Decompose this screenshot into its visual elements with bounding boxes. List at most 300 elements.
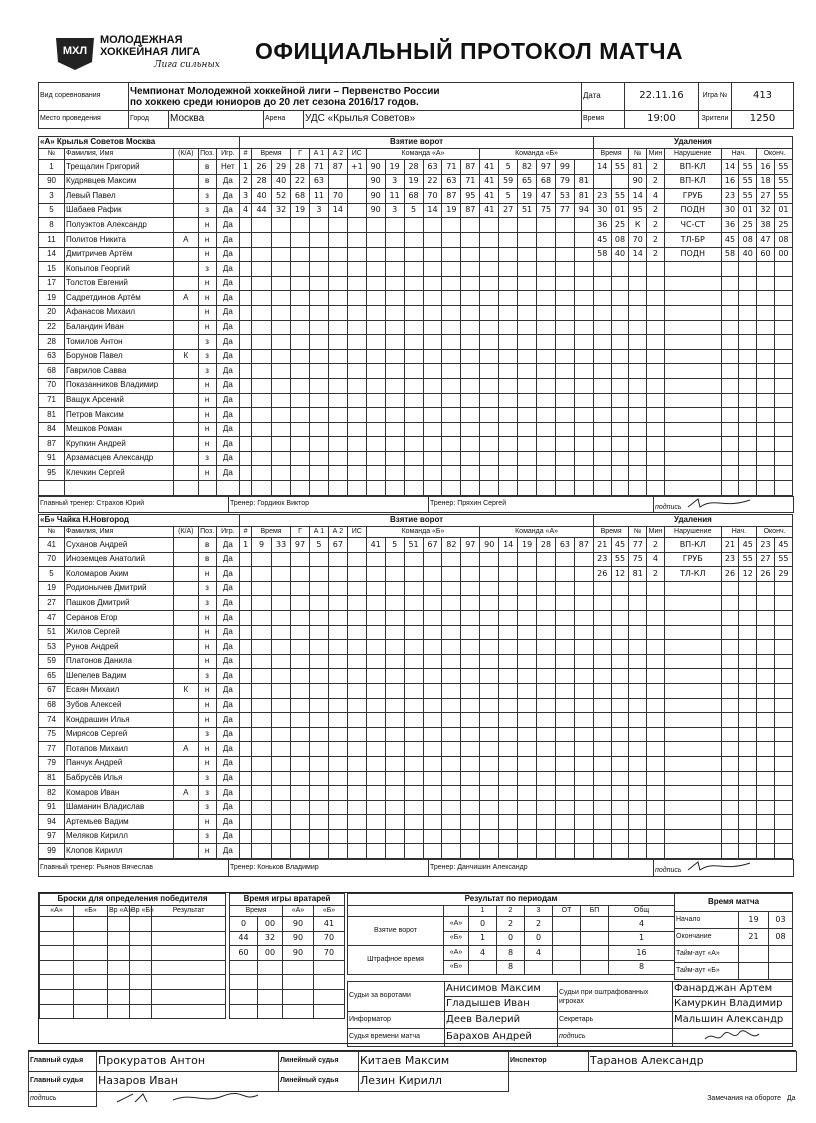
player-number: 53: [39, 640, 65, 655]
player-row: [39, 581, 793, 596]
shootout-table: [39, 893, 226, 1019]
player-played: Да: [216, 174, 240, 189]
player-pos: н: [198, 698, 216, 713]
arena-value: УДС «Крылья Советов»: [304, 111, 582, 129]
player-row: [39, 756, 793, 771]
player-number: 5: [39, 567, 65, 582]
goal-judges-label: Судьи за воротами: [348, 982, 445, 1012]
player-name: Зубов Алексей: [65, 698, 174, 713]
player-pos: з: [198, 335, 216, 350]
period-results-table: Результат по периодам 1 2 3 ОТ БП Общ Взятие ворот «А» 0 2 2 4 «Б» 1 0 0 1 Штрафное время «А» 4 8 4 16 «Б» 8 8: [347, 893, 675, 975]
player-name: Дмитричев Артём: [65, 247, 174, 262]
player-row: [39, 466, 793, 481]
player-role: А: [173, 786, 198, 801]
player-played: Да: [216, 567, 240, 582]
player-played: Да: [216, 538, 240, 553]
player-pos: з: [198, 829, 216, 844]
player-role: [173, 305, 198, 320]
player-row: [39, 742, 793, 757]
player-number: 67: [39, 683, 65, 698]
player-name: Копылов Георгий: [65, 262, 174, 277]
player-name: Суханов Андрей: [65, 538, 174, 553]
player-role: [173, 610, 198, 625]
player-number: 91: [39, 800, 65, 815]
player-role: [173, 654, 198, 669]
coach-signature-icon: [684, 497, 754, 509]
teamB-coaches: Главный тренер: Рьянов Вячеслав Тренер: Коньков Владимир Тренер: Данчишин Александр подпись: [38, 859, 794, 877]
player-row: [39, 378, 793, 393]
player-row: [39, 481, 793, 496]
player-name: Толстов Евгений: [65, 276, 174, 291]
timekeeper: Барахов Андрей: [445, 1029, 558, 1047]
player-role: [173, 335, 198, 350]
so-vra: Вр «А»: [108, 906, 130, 917]
player-role: [173, 581, 198, 596]
player-name: Родионычев Дмитрий: [65, 581, 174, 596]
spect-value: 1250: [732, 111, 794, 129]
match-info: [38, 82, 794, 111]
player-row: [39, 320, 793, 335]
player-row: [39, 654, 793, 669]
player-number: 70: [39, 552, 65, 567]
player-pos: в: [198, 174, 216, 189]
player-number: 41: [39, 538, 65, 553]
player-name: Петров Максим: [65, 408, 174, 423]
teamB-title: «Б» Чайка Н.Новгород: [39, 515, 240, 527]
player-played: Да: [216, 727, 240, 742]
chief-ref-2: Назаров Иван: [97, 1072, 279, 1092]
remarks-note: Замечания на обороте: [707, 1094, 782, 1102]
player-role: [173, 160, 198, 175]
player-role: [173, 203, 198, 218]
gk-b-h: «Б»: [314, 906, 345, 917]
player-number: 51: [39, 625, 65, 640]
player-name: Трещалин Григорий: [65, 160, 174, 175]
player-name: Арзамасцев Александр: [65, 451, 174, 466]
player-name: Томилов Антон: [65, 335, 174, 350]
player-played: Да: [216, 393, 240, 408]
time-label: Время: [582, 111, 625, 129]
player-played: Да: [216, 320, 240, 335]
player-pos: н: [198, 305, 216, 320]
page-title: ОФИЦИАЛЬНЫЙ ПРОТОКОЛ МАТЧА: [255, 38, 684, 64]
player-role: [173, 625, 198, 640]
player-row: [39, 829, 793, 844]
league-logo: [52, 32, 222, 76]
player-row: [39, 713, 793, 728]
player-played: Да: [216, 552, 240, 567]
player-number: 95: [39, 466, 65, 481]
player-number: 14: [39, 247, 65, 262]
player-row: 5 Шабаев Рафик з Да 4 44 32 19 3 14 90 3 5 14 19 87 41 27 51 75 77 94 30 01 95 2 ПОДН 30 01 32 01: [39, 203, 793, 218]
player-name: [65, 481, 174, 496]
league-emblem-icon: [52, 32, 98, 72]
player-row: 1 Трещалин Григорий в Нет 1 26 29 28 71 87 +1 90 19 28 63 71 87 41 5 82 97 99 14 55 81 2 ВП-КЛ 14 55 16 55: [39, 160, 793, 175]
player-played: Да: [216, 625, 240, 640]
teamB-goals-title: Взятие ворот: [240, 515, 594, 527]
teamA-title: «А» Крылья Советов Москва: [39, 137, 240, 149]
player-role: [173, 698, 198, 713]
player-role: [173, 596, 198, 611]
goalie-time-table: Время игры вратарей Время «А» «Б» 0 00 90 41 44 32 90 70 60 00 90 70: [229, 893, 345, 1019]
player-row: [39, 305, 793, 320]
player-number: 81: [39, 771, 65, 786]
player-pos: з: [198, 727, 216, 742]
player-played: Да: [216, 771, 240, 786]
player-role: [173, 247, 198, 262]
player-pos: н: [198, 713, 216, 728]
player-pos: н: [198, 276, 216, 291]
player-number: 15: [39, 262, 65, 277]
comp-label: Вид соревнования: [39, 83, 129, 111]
player-pos: н: [198, 683, 216, 698]
player-role: [173, 756, 198, 771]
per-title: Результат по периодам: [348, 894, 675, 906]
player-number: 84: [39, 422, 65, 437]
player-played: Да: [216, 610, 240, 625]
player-row: 11 Политов Никита А н Да 45 08 70 2 ТЛ-БР 45 08 47 08: [39, 232, 793, 247]
player-role: [173, 844, 198, 859]
chief-ref-1: Прокуратов Антон: [97, 1052, 279, 1072]
player-played: Да: [216, 698, 240, 713]
player-name: Показанников Владимир: [65, 378, 174, 393]
player-name: Мешков Роман: [65, 422, 174, 437]
player-role: [173, 378, 198, 393]
player-row: [39, 815, 793, 830]
player-played: Да: [216, 640, 240, 655]
teamA-table: «А» Крылья Советов Москва Взятие ворот Удаления № Фамилия, Имя (К/А) Поз. Игр. # Время Г А 1 А 2 ИС Команда «А» Команда «Б» Время № Мин Нарушение Нач. Оконч. 1 Трещалин Григорий в Нет 1 26 29 28 71 87 +1 90 19 28 63 71 87 41 5 82 97 99 14 55 81 2 ВП-КЛ 14 55 16 55 90 Кудрявцев Максим в Да 2 28 40 22 63 90 3 19 22 63 71 41 59 65 68 79 81 90 2 ВП-КЛ 16 55 18 55 3 Левый Павел з Да 3 40 52 68 11 70 90 11 68 70 87 95 41 5 19 47 53 81 23 55 14 4 ГРУБ 23 55 27 55 5 Шабаев Рафик з Да 4 44 32 19 3 14 90 3 5 14 19 87 41 27 51 75 77 94 30 01 95 2 ПОДН 30 01 32 01 8 Полуэктов Александр н Да 36 25 К 2 ЧС-СТ 36 25 38 25 11 Политов Никита А н Да 45 08 70 2 ТЛ-БР 45 08 47 08 14 Дмитричев Артём н Да 58 40 14 2 ПОДН 58 40 60 00 15 Копылов Георгий з Да 17 Толстов Евгений н Да 19 Садретдинов Артём А н Да 20 Афанасов Михаил н Да 22 Баландин Иван н Да 28 Томилов Антон з Да 63 Борунов Павел К з Да 68 Гаврилов Савва з Да 70 Показанников Владимир н Да 71 Ващук Арсений н Да 81 Петров Максим н Да 84 Мешков Роман н Да 87 Крупкин Андрей н Да 91 Арзамасцев Александр з Да 95 Клечкин Сергей н Да: [38, 136, 793, 496]
player-played: Да: [216, 203, 240, 218]
player-number: 87: [39, 437, 65, 452]
player-number: 17: [39, 276, 65, 291]
player-pos: н: [198, 640, 216, 655]
refs-sign-label: подпись: [29, 1092, 97, 1107]
player-played: Да: [216, 683, 240, 698]
goal-judge-2: Гладышев Иван: [445, 997, 558, 1012]
officials-table: [347, 981, 793, 1047]
player-number: [39, 481, 65, 496]
player-number: 70: [39, 378, 65, 393]
player-played: Да: [216, 262, 240, 277]
player-played: Да: [216, 189, 240, 204]
player-name: Жилов Сергей: [65, 625, 174, 640]
player-number: 22: [39, 320, 65, 335]
player-played: Да: [216, 800, 240, 815]
player-number: 65: [39, 669, 65, 684]
teamB-table: «Б» Чайка Н.Новгород Взятие ворот Удаления № Фамилия, Имя (К/А) Поз. Игр. # Время Г А 1 А 2 ИС Команда «Б» Команда «А» Время № Мин Нарушение Нач. Оконч. 41 Суханов Андрей в Да 1 9 33 97 5 67 41 5 51 67 82 97 90 14 19 28 63 87 21 45 77 2 ВП-КЛ 21 45 23 45 70 Иноземцев Анатолий в Да 23 55 75 4 ГРУБ 23 55 27 55 5 Коломаров Аким н Да 26 12 81 2 ТЛ-КЛ 26 12 26 29 19 Родионычев Дмитрий з Да 27 Пашков Дмитрий з Да 47 Серанов Егор н Да 51 Жилов Сергей н Да 53 Рунов Андрей н Да 59 Платонов Данила н Да 65 Шепелев Вадим з Да 67 Есаян Михаил К н Да 68 Зубов Алексей н Да 74 Кондрашин Илья н Да 75 Мирясов Сергей з Да 77 Потапов Михаил А н Да 79 Панчук Андрей н Да 81 Бабрусёв Илья з Да 82 Комаров Иван А з Да 91 Шаманин Владислав з Да 94 Артемьев Вадим н Да 97 Меляков Кирилл з Да 99 Клопов Кирилл н Да: [38, 514, 793, 859]
player-name: Клопов Кирилл: [65, 844, 174, 859]
player-pos: з: [198, 451, 216, 466]
player-row: [39, 786, 793, 801]
player-played: Да: [216, 786, 240, 801]
player-role: [173, 262, 198, 277]
goal-judge-1: Анисимов Максим: [445, 982, 558, 997]
player-row: [39, 669, 793, 684]
player-number: 5: [39, 203, 65, 218]
player-row: [39, 683, 793, 698]
start-m: 03: [769, 912, 793, 929]
player-name: Политов Никита: [65, 232, 174, 247]
start-h: 19: [739, 912, 769, 929]
player-played: Да: [216, 378, 240, 393]
player-row: [39, 844, 793, 859]
player-row: 5 Коломаров Аким н Да 26 12 81 2 ТЛ-КЛ 26 12 26 29: [39, 567, 793, 582]
player-pos: з: [198, 800, 216, 815]
player-pos: н: [198, 625, 216, 640]
player-role: [173, 422, 198, 437]
player-role: А: [173, 232, 198, 247]
player-number: 19: [39, 581, 65, 596]
player-row: [39, 610, 793, 625]
player-role: [173, 481, 198, 496]
player-role: [173, 408, 198, 423]
linesman-1: Китаев Максим: [359, 1052, 509, 1072]
player-name: Левый Павел: [65, 189, 174, 204]
player-row: [39, 364, 793, 379]
player-role: [173, 466, 198, 481]
start-label: Начало: [675, 912, 739, 929]
player-role: [173, 640, 198, 655]
player-pos: н: [198, 408, 216, 423]
player-played: Да: [216, 349, 240, 364]
penalty-judge-1: Фанарджан Артем: [673, 982, 793, 997]
linesman-label-1: Линейный судья: [279, 1052, 359, 1072]
player-role: [173, 713, 198, 728]
player-row: [39, 262, 793, 277]
date-label: Дата: [582, 83, 625, 111]
player-played: Да: [216, 844, 240, 859]
teamB-pen-title: Удаления: [593, 515, 792, 527]
comp-line2: по хоккею среди юниоров до 20 лет сезона 2016/17 годов.: [130, 96, 419, 108]
player-pos: н: [198, 378, 216, 393]
player-row: [39, 800, 793, 815]
player-pos: н: [198, 320, 216, 335]
player-number: 77: [39, 742, 65, 757]
player-role: К: [173, 349, 198, 364]
logo-line1: МОЛОДЕЖНАЯ: [100, 34, 183, 46]
player-pos: н: [198, 610, 216, 625]
player-name: Мирясов Сергей: [65, 727, 174, 742]
player-row: [39, 437, 793, 452]
mt-title: Время матча: [675, 894, 793, 912]
player-name: Рунов Андрей: [65, 640, 174, 655]
player-pos: в: [198, 538, 216, 553]
player-role: [173, 364, 198, 379]
player-played: Да: [216, 756, 240, 771]
player-row: [39, 335, 793, 350]
player-role: А: [173, 291, 198, 306]
signature-icon: [703, 1029, 763, 1043]
player-pos: н: [198, 232, 216, 247]
city-value: Москва: [169, 111, 264, 129]
player-role: [173, 189, 198, 204]
player-number: 68: [39, 364, 65, 379]
player-row: 14 Дмитричев Артём н Да 58 40 14 2 ПОДН 58 40 60 00: [39, 247, 793, 262]
player-pos: н: [198, 291, 216, 306]
player-played: Да: [216, 276, 240, 291]
informer: Деев Валерий: [445, 1012, 558, 1029]
player-played: Да: [216, 581, 240, 596]
player-row: [39, 393, 793, 408]
player-pos: н: [198, 218, 216, 233]
player-pos: н: [198, 437, 216, 452]
player-number: 59: [39, 654, 65, 669]
secretary-sign-label: подпись: [558, 1029, 673, 1047]
player-pos: з: [198, 364, 216, 379]
player-name: Пашков Дмитрий: [65, 596, 174, 611]
timeout-a-label: Тайм-аут «А»: [675, 946, 739, 963]
player-name: Борунов Павел: [65, 349, 174, 364]
player-number: 47: [39, 610, 65, 625]
shootout-title: Броски для определения победителя: [40, 894, 226, 906]
so-vrb: Вр «Б»: [130, 906, 152, 917]
player-row: [39, 698, 793, 713]
player-role: [173, 552, 198, 567]
linesman-label-2: Линейный судья: [279, 1072, 359, 1092]
player-pos: н: [198, 466, 216, 481]
player-played: Да: [216, 291, 240, 306]
player-pos: з: [198, 771, 216, 786]
player-name: Гаврилов Савва: [65, 364, 174, 379]
player-row: [39, 727, 793, 742]
player-name: Платонов Данила: [65, 654, 174, 669]
arena-label: Арена: [264, 111, 304, 129]
player-played: Да: [216, 422, 240, 437]
player-name: Панчук Андрей: [65, 756, 174, 771]
player-played: Да: [216, 669, 240, 684]
penalty-judge-2: Камуркин Владимир: [673, 997, 793, 1012]
player-pos: [198, 481, 216, 496]
match-place: [38, 110, 794, 129]
player-played: Нет: [216, 160, 240, 175]
gk-title: Время игры вратарей: [230, 894, 345, 906]
time-value: 19:00: [625, 111, 699, 129]
player-role: [173, 771, 198, 786]
player-name: Шаманин Владислав: [65, 800, 174, 815]
player-played: Да: [216, 364, 240, 379]
secretary-label: Секретарь: [558, 1012, 673, 1029]
inspector-label: Инспектор: [509, 1052, 589, 1072]
team-a-section: [38, 136, 793, 513]
city-label: Город: [129, 111, 169, 129]
player-name: Иноземцев Анатолий: [65, 552, 174, 567]
player-played: Да: [216, 437, 240, 452]
player-name: Есаян Михаил: [65, 683, 174, 698]
penalty-judges-label: Судьи при оштрафованных игроках: [558, 982, 673, 1012]
player-row: 90 Кудрявцев Максим в Да 2 28 40 22 63 90 3 19 22 63 71 41 59 65 68 79 81 90 2 ВП-КЛ 16 55 18 55: [39, 174, 793, 189]
player-number: 74: [39, 713, 65, 728]
secretary: Мальшин Александр: [673, 1012, 793, 1029]
player-name: Серанов Егор: [65, 610, 174, 625]
player-name: Артемьев Вадим: [65, 815, 174, 830]
player-pos: н: [198, 247, 216, 262]
player-pos: н: [198, 654, 216, 669]
player-name: Коломаров Аким: [65, 567, 174, 582]
player-name: Шабаев Рафик: [65, 203, 174, 218]
player-played: Да: [216, 335, 240, 350]
player-pos: н: [198, 844, 216, 859]
player-played: Да: [216, 654, 240, 669]
player-role: [173, 538, 198, 553]
player-number: 20: [39, 305, 65, 320]
player-played: Да: [216, 829, 240, 844]
player-pos: з: [198, 349, 216, 364]
player-pos: н: [198, 422, 216, 437]
player-row: 41 Суханов Андрей в Да 1 9 33 97 5 67 41 5 51 67 82 97 90 14 19 28 63 87 21 45 77 2 ВП-КЛ 21 45 23 45: [39, 538, 793, 553]
player-pos: н: [198, 742, 216, 757]
player-pos: з: [198, 596, 216, 611]
player-number: 97: [39, 829, 65, 844]
player-played: Да: [216, 451, 240, 466]
gk-time-h: Время: [230, 906, 283, 917]
player-number: 71: [39, 393, 65, 408]
player-number: 94: [39, 815, 65, 830]
end-label: Окончание: [675, 929, 739, 946]
player-role: [173, 669, 198, 684]
date-value: 22.11.16: [625, 83, 699, 111]
end-m: 08: [769, 929, 793, 946]
so-b: «Б»: [74, 906, 108, 917]
player-number: 8: [39, 218, 65, 233]
player-role: А: [173, 742, 198, 757]
player-pos: н: [198, 756, 216, 771]
timeout-b-label: Тайм-аут «Б»: [675, 963, 739, 980]
player-role: К: [173, 683, 198, 698]
player-row: [39, 771, 793, 786]
player-row: [39, 349, 793, 364]
player-number: 11: [39, 232, 65, 247]
player-row: [39, 408, 793, 423]
spect-label: Зрители: [699, 111, 732, 129]
player-played: Да: [216, 408, 240, 423]
teamA-coaches: Главный тренер: Страхов Юрий Тренер: Гордиюк Виктор Тренер: Пряхин Сергей подпись: [38, 496, 794, 514]
player-name: Ващук Арсений: [65, 393, 174, 408]
end-h: 21: [739, 929, 769, 946]
player-pos: в: [198, 160, 216, 175]
player-pos: з: [198, 203, 216, 218]
player-role: [173, 393, 198, 408]
game-label: Игра №: [699, 83, 732, 111]
player-name: Полуэктов Александр: [65, 218, 174, 233]
player-played: Да: [216, 596, 240, 611]
player-name: Афанасов Михаил: [65, 305, 174, 320]
timekeeper-label: Судья времени матча: [348, 1029, 445, 1047]
logo-slogan: Лига сильных: [154, 60, 220, 70]
player-role: [173, 437, 198, 452]
player-row: [39, 276, 793, 291]
player-played: Да: [216, 466, 240, 481]
player-name: Потапов Михаил: [65, 742, 174, 757]
player-number: 91: [39, 451, 65, 466]
player-number: 28: [39, 335, 65, 350]
player-role: [173, 320, 198, 335]
linesman-2: Лезин Кирилл: [359, 1072, 509, 1092]
player-role: [173, 815, 198, 830]
player-name: Комаров Иван: [65, 786, 174, 801]
player-pos: з: [198, 669, 216, 684]
player-number: 82: [39, 786, 65, 801]
player-role: [173, 829, 198, 844]
player-number: 63: [39, 349, 65, 364]
player-played: [216, 481, 240, 496]
player-row: [39, 451, 793, 466]
player-name: Кудрявцев Максим: [65, 174, 174, 189]
place-label: Место проведения: [39, 111, 129, 129]
player-row: [39, 291, 793, 306]
player-played: Да: [216, 742, 240, 757]
teamA-pen-title: Удаления: [593, 137, 792, 149]
player-number: 3: [39, 189, 65, 204]
